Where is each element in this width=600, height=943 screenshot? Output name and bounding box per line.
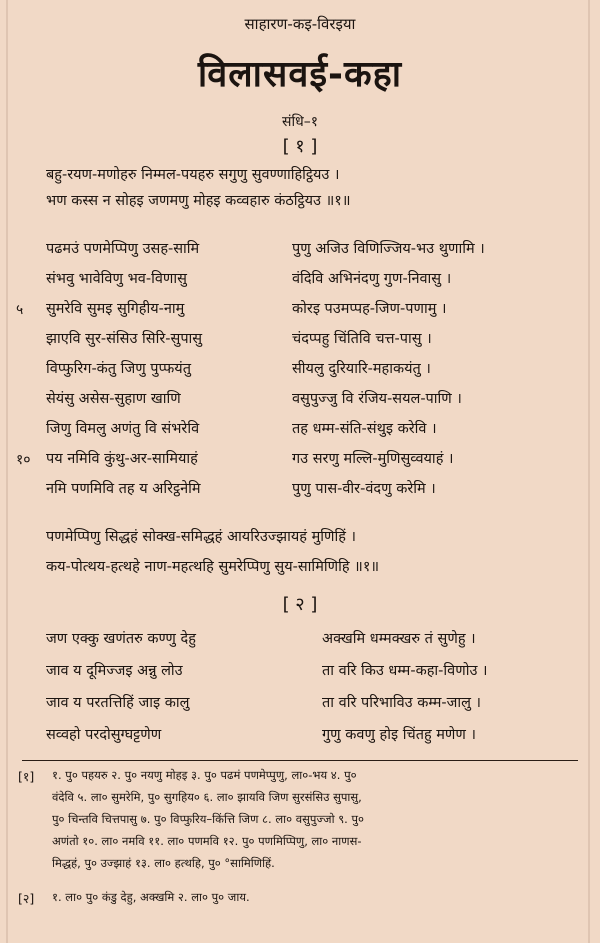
- line-number: ५: [16, 302, 24, 318]
- series-heading: साहारण-कइ-विरइया: [244, 15, 356, 33]
- verse-right: गउ सरणु मल्लि-मुणिसुव्वयाहं ।: [292, 451, 454, 467]
- page-title: विलासवई-कहा: [197, 54, 403, 95]
- section-number: [ १ ]: [282, 136, 318, 157]
- intro-line: बहु-रयण-मणोहरु निम्मल-पयहरु सगुणु सुवण्णाहिट्ठियउ ।: [46, 167, 340, 183]
- verse-left: पय नमिवि कुंथु-अर-सामियाहं: [46, 451, 198, 467]
- verse-left: सुमरेवि सुमइ सुगिहीय-नामु: [46, 301, 185, 317]
- verse-right: तह धम्म-संति-संथुइ करेवि ।: [292, 421, 437, 437]
- footnote-line: १. पु० पहयरु २. पु० नयणु मोहइ ३. पु० पढमं पणमेप्पुणु, ला०-भय ४. पु०: [52, 768, 357, 782]
- footnote-label: [२]: [18, 891, 35, 906]
- footnote-line: वंदेवि ५. ला० सुमरेमि, पु० सुगहिय० ६. ला० झायवि जिण सुरसंसिउ सुपासु,: [52, 790, 362, 804]
- verse-right: कोरइ पउमप्पह-जिण-पणामु ।: [292, 301, 447, 317]
- verse-left: नमि पणमिवि तह य अरिट्ठनेमि: [46, 481, 201, 497]
- verse-left: जाव य परतत्तिहिं जाइ कालु: [46, 695, 190, 711]
- line-number: १०: [16, 452, 31, 468]
- sandhi-label: संधि–१: [282, 114, 318, 130]
- closing-line: पणमेप्पिणु सिद्धहं सोक्ख-समिद्धहं आयरिउज्झायहं मुणिहिं ।: [46, 529, 357, 545]
- verse-left: सव्वहो परदोसुग्घट्टणेण: [46, 727, 162, 743]
- verse-left: सेयंसु असेस-सुहाण खाणि: [46, 391, 181, 407]
- section-number: [ २ ]: [282, 594, 318, 615]
- verse-right: वंदिवि अभिनंदणु गुण-निवासु ।: [292, 271, 452, 287]
- verse-left: विप्फुरिग-कंतु जिणु पुप्फयंतु: [46, 361, 191, 377]
- footnote-divider: [22, 760, 578, 761]
- intro-line: भण कस्स न सोहइ जणमणु मोहइ कव्वहारु कंठट्ठियउ ॥१॥: [46, 193, 351, 209]
- verse-left: जिणु विमलु अणंतु वि संभरेवि: [46, 421, 200, 437]
- verse-right: वसुपुज्जु वि रंजिय-सयल-पाणि ।: [292, 391, 462, 407]
- verse-left: पढमउं पणमेप्पिणु उसह-सामि: [46, 241, 200, 257]
- verse-right: पुणु अजिउ विणिज्जिय-भउ थुणामि ।: [292, 241, 485, 257]
- verse-left: झाएवि सुर-संसिउ सिरि-सुपासु: [46, 331, 203, 347]
- verse-right: चंदप्पहु चिंतिवि चत्त-पासु ।: [292, 331, 432, 347]
- verse-left: संभवु भावेविणु भव-विणासु: [46, 271, 187, 287]
- footnote-line: पु० चिन्तवि चित्तपासु ७. पु० विप्फुरिय–किंत्ति जिण ८. ला० वसुपुज्जो ९. पु०: [52, 812, 365, 826]
- verse-right: ता वरि परिभाविउ कम्म-जालु ।: [322, 695, 482, 711]
- verse-right: पुणु पास-वीर-वंदणु करेमि ।: [292, 481, 436, 497]
- verse-right: सीयलु दुरियारि-महाकयंतु ।: [292, 361, 431, 377]
- footnote-line: मिद्धहं, पु० उज्झाहं १३. ला० हत्थहि, पु० °सामिणिहिं.: [52, 856, 275, 870]
- verse-right: गुणु कवणु होइ चिंतहु मणेण ।: [322, 727, 477, 743]
- verse-right: ता वरि किउ धम्म-कहा-विणोउ ।: [322, 663, 488, 679]
- verse-left: जाव य दूमिज्जइ अन्नु लोउ: [46, 663, 183, 679]
- footnote-line: अणंतो १०. ला० नमवि ११. ला० पणमवि १२. पु० पणमिप्पिणु, ला० नाणस-: [52, 834, 362, 848]
- closing-line: कय-पोत्थय-हत्थहे नाण-महत्थहि सुमरेप्पिणु सुय-सामिणिहि ॥१॥: [46, 559, 380, 575]
- verse-right: अक्खमि धम्मक्खरु तं सुणेहु ।: [322, 631, 476, 647]
- footnote-label: [१]: [18, 769, 35, 784]
- verse-left: जण एक्कु खणंतरु कण्णु देहु: [46, 631, 196, 647]
- footnote-line: १. ला० पु० कंडु देहु, अक्खमि २. ला० पु० जाय.: [52, 890, 250, 904]
